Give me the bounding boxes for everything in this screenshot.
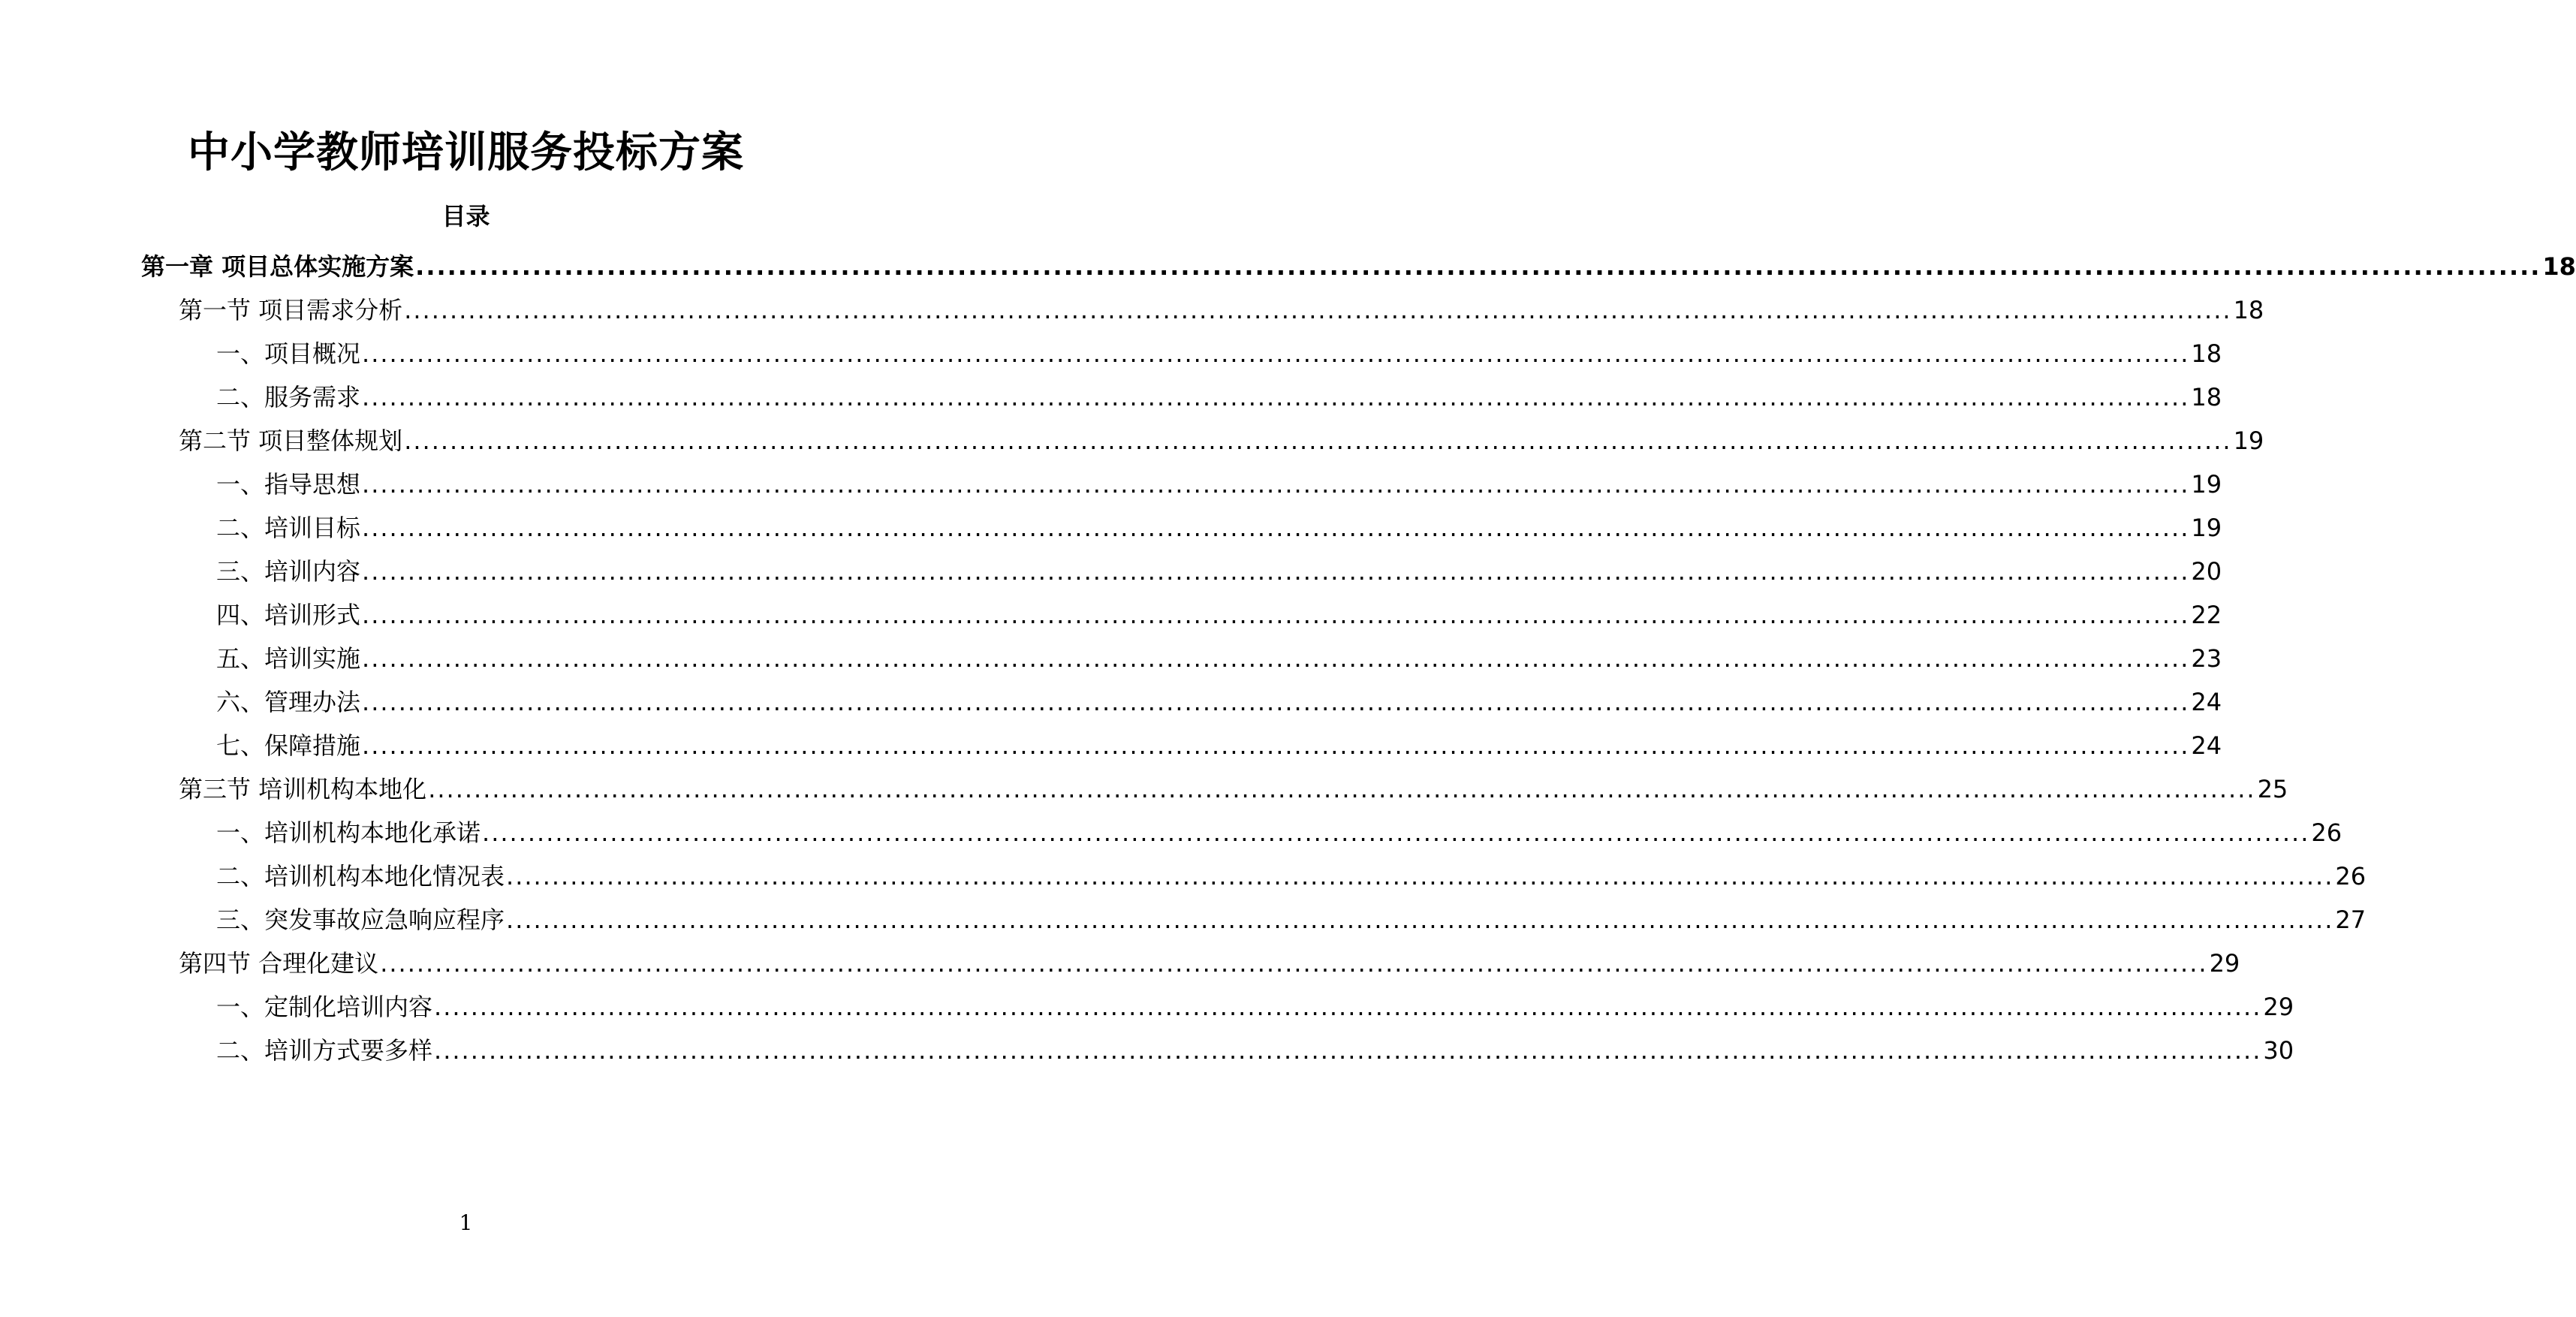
- toc-heading: 目录: [441, 202, 490, 231]
- toc-entry[interactable]: [179, 422, 2264, 460]
- toc-leader-dots: ........................................................................................................................................................................................................: [362, 601, 2190, 629]
- toc-leader-dots: ........................................................................................................................................................................................................: [380, 949, 2208, 978]
- toc-leader-dots: ........................................................................................................................................................................................................: [434, 993, 2262, 1021]
- toc-entry[interactable]: [216, 640, 2222, 677]
- toc-entry[interactable]: [216, 553, 2222, 590]
- toc-leader-dots: ........................................................................................................................................................................................................: [362, 644, 2190, 673]
- toc-entry-page: 25: [2257, 775, 2288, 803]
- toc-entry-label: 第三节 培训机构本地化: [179, 775, 427, 803]
- toc-leader-dots: ........................................................................................................................................................................................................: [362, 688, 2190, 716]
- toc-entry-label: 第四节 合理化建议: [179, 949, 379, 978]
- toc-entry-label: 一、指导思想: [216, 470, 361, 499]
- toc-leader-dots: ........................................................................................................................................................................................................: [404, 296, 2232, 324]
- toc-entry-label: 二、服务需求: [216, 383, 361, 411]
- toc-leader-dots: ........................................................................................................................................................................................................: [362, 557, 2190, 586]
- toc-entry-label: 七、保障措施: [216, 731, 361, 760]
- toc-leader-dots: ........................................................................................................................................................................................................: [482, 818, 2310, 847]
- toc-entry[interactable]: [179, 291, 2264, 329]
- toc-leader-dots: ........................................................................................................................................................................................................: [362, 514, 2190, 542]
- toc-entry-label: 二、培训方式要多样: [216, 1036, 433, 1065]
- toc-entry[interactable]: [216, 683, 2222, 721]
- toc-entry[interactable]: [179, 770, 2288, 808]
- toc-entry-page: 19: [2191, 514, 2222, 542]
- toc-entry-page: 26: [2311, 818, 2343, 847]
- toc-entry-page: 23: [2191, 644, 2222, 673]
- page-number: 1: [459, 1210, 473, 1235]
- toc-leader-dots: ........................................................................................................................................................................................................: [415, 252, 2541, 281]
- toc-entry[interactable]: [216, 1032, 2294, 1069]
- toc-entry-label: 一、培训机构本地化承诺: [216, 818, 481, 847]
- toc-leader-dots: ........................................................................................................................................................................................................: [362, 339, 2190, 368]
- toc-leader-dots: ........................................................................................................................................................................................................: [506, 906, 2334, 934]
- toc-entry-page: 30: [2263, 1036, 2294, 1065]
- toc-entry[interactable]: [216, 814, 2343, 851]
- toc-entry-page: 27: [2335, 906, 2367, 934]
- toc-entry-page: 29: [2209, 949, 2240, 978]
- toc-entry-label: 六、管理办法: [216, 688, 361, 716]
- document-title: 中小学教师培训服务投标方案: [188, 128, 744, 177]
- toc-entry-page: 20: [2191, 557, 2222, 586]
- toc-entry[interactable]: [216, 857, 2367, 895]
- toc-entry-page: 18: [2191, 339, 2222, 368]
- toc-entry-label: 一、定制化培训内容: [216, 993, 433, 1021]
- toc-leader-dots: ........................................................................................................................................................................................................: [506, 862, 2334, 891]
- toc-leader-dots: ........................................................................................................................................................................................................: [362, 383, 2190, 411]
- toc-entry-label: 二、培训目标: [216, 514, 361, 542]
- toc-entry-label: 第二节 项目整体规划: [179, 426, 403, 455]
- toc-entry-page: 22: [2191, 601, 2222, 629]
- toc-entry-page: 19: [2233, 426, 2264, 455]
- toc-entry[interactable]: [216, 988, 2294, 1026]
- toc-entry-label: 一、项目概况: [216, 339, 361, 368]
- toc-entry[interactable]: [216, 596, 2222, 634]
- toc-leader-dots: ........................................................................................................................................................................................................: [404, 426, 2232, 455]
- toc-entry-page: 29: [2263, 993, 2294, 1021]
- toc-entry-label: 五、培训实施: [216, 644, 361, 673]
- toc-entry[interactable]: [141, 248, 2576, 285]
- toc-entry-page: 18: [2542, 252, 2576, 281]
- toc-entry-page: 18: [2233, 296, 2264, 324]
- toc-leader-dots: ........................................................................................................................................................................................................: [362, 470, 2190, 499]
- toc-entry[interactable]: [216, 727, 2222, 764]
- toc-entry[interactable]: [216, 901, 2367, 939]
- toc-leader-dots: ........................................................................................................................................................................................................: [428, 775, 2256, 803]
- toc-entry-label: 第一节 项目需求分析: [179, 296, 403, 324]
- toc-entry-page: 24: [2191, 731, 2222, 760]
- toc-entry[interactable]: [216, 335, 2222, 372]
- toc-entry-label: 四、培训形式: [216, 601, 361, 629]
- toc-entry[interactable]: [216, 378, 2222, 416]
- toc-entry[interactable]: [179, 945, 2240, 982]
- toc-entry-label: 三、突发事故应急响应程序: [216, 906, 505, 934]
- toc-entry[interactable]: [216, 466, 2222, 503]
- toc-entry-label: 二、培训机构本地化情况表: [216, 862, 505, 891]
- toc-entry-page: 26: [2335, 862, 2367, 891]
- toc-leader-dots: ........................................................................................................................................................................................................: [434, 1036, 2262, 1065]
- toc-leader-dots: ........................................................................................................................................................................................................: [362, 731, 2190, 760]
- toc-entry-page: 18: [2191, 383, 2222, 411]
- toc-entry-page: 24: [2191, 688, 2222, 716]
- toc-entry[interactable]: [216, 509, 2222, 547]
- toc-entry-label: 第一章 项目总体实施方案: [141, 252, 414, 281]
- toc-entry-page: 19: [2191, 470, 2222, 499]
- toc-entry-label: 三、培训内容: [216, 557, 361, 586]
